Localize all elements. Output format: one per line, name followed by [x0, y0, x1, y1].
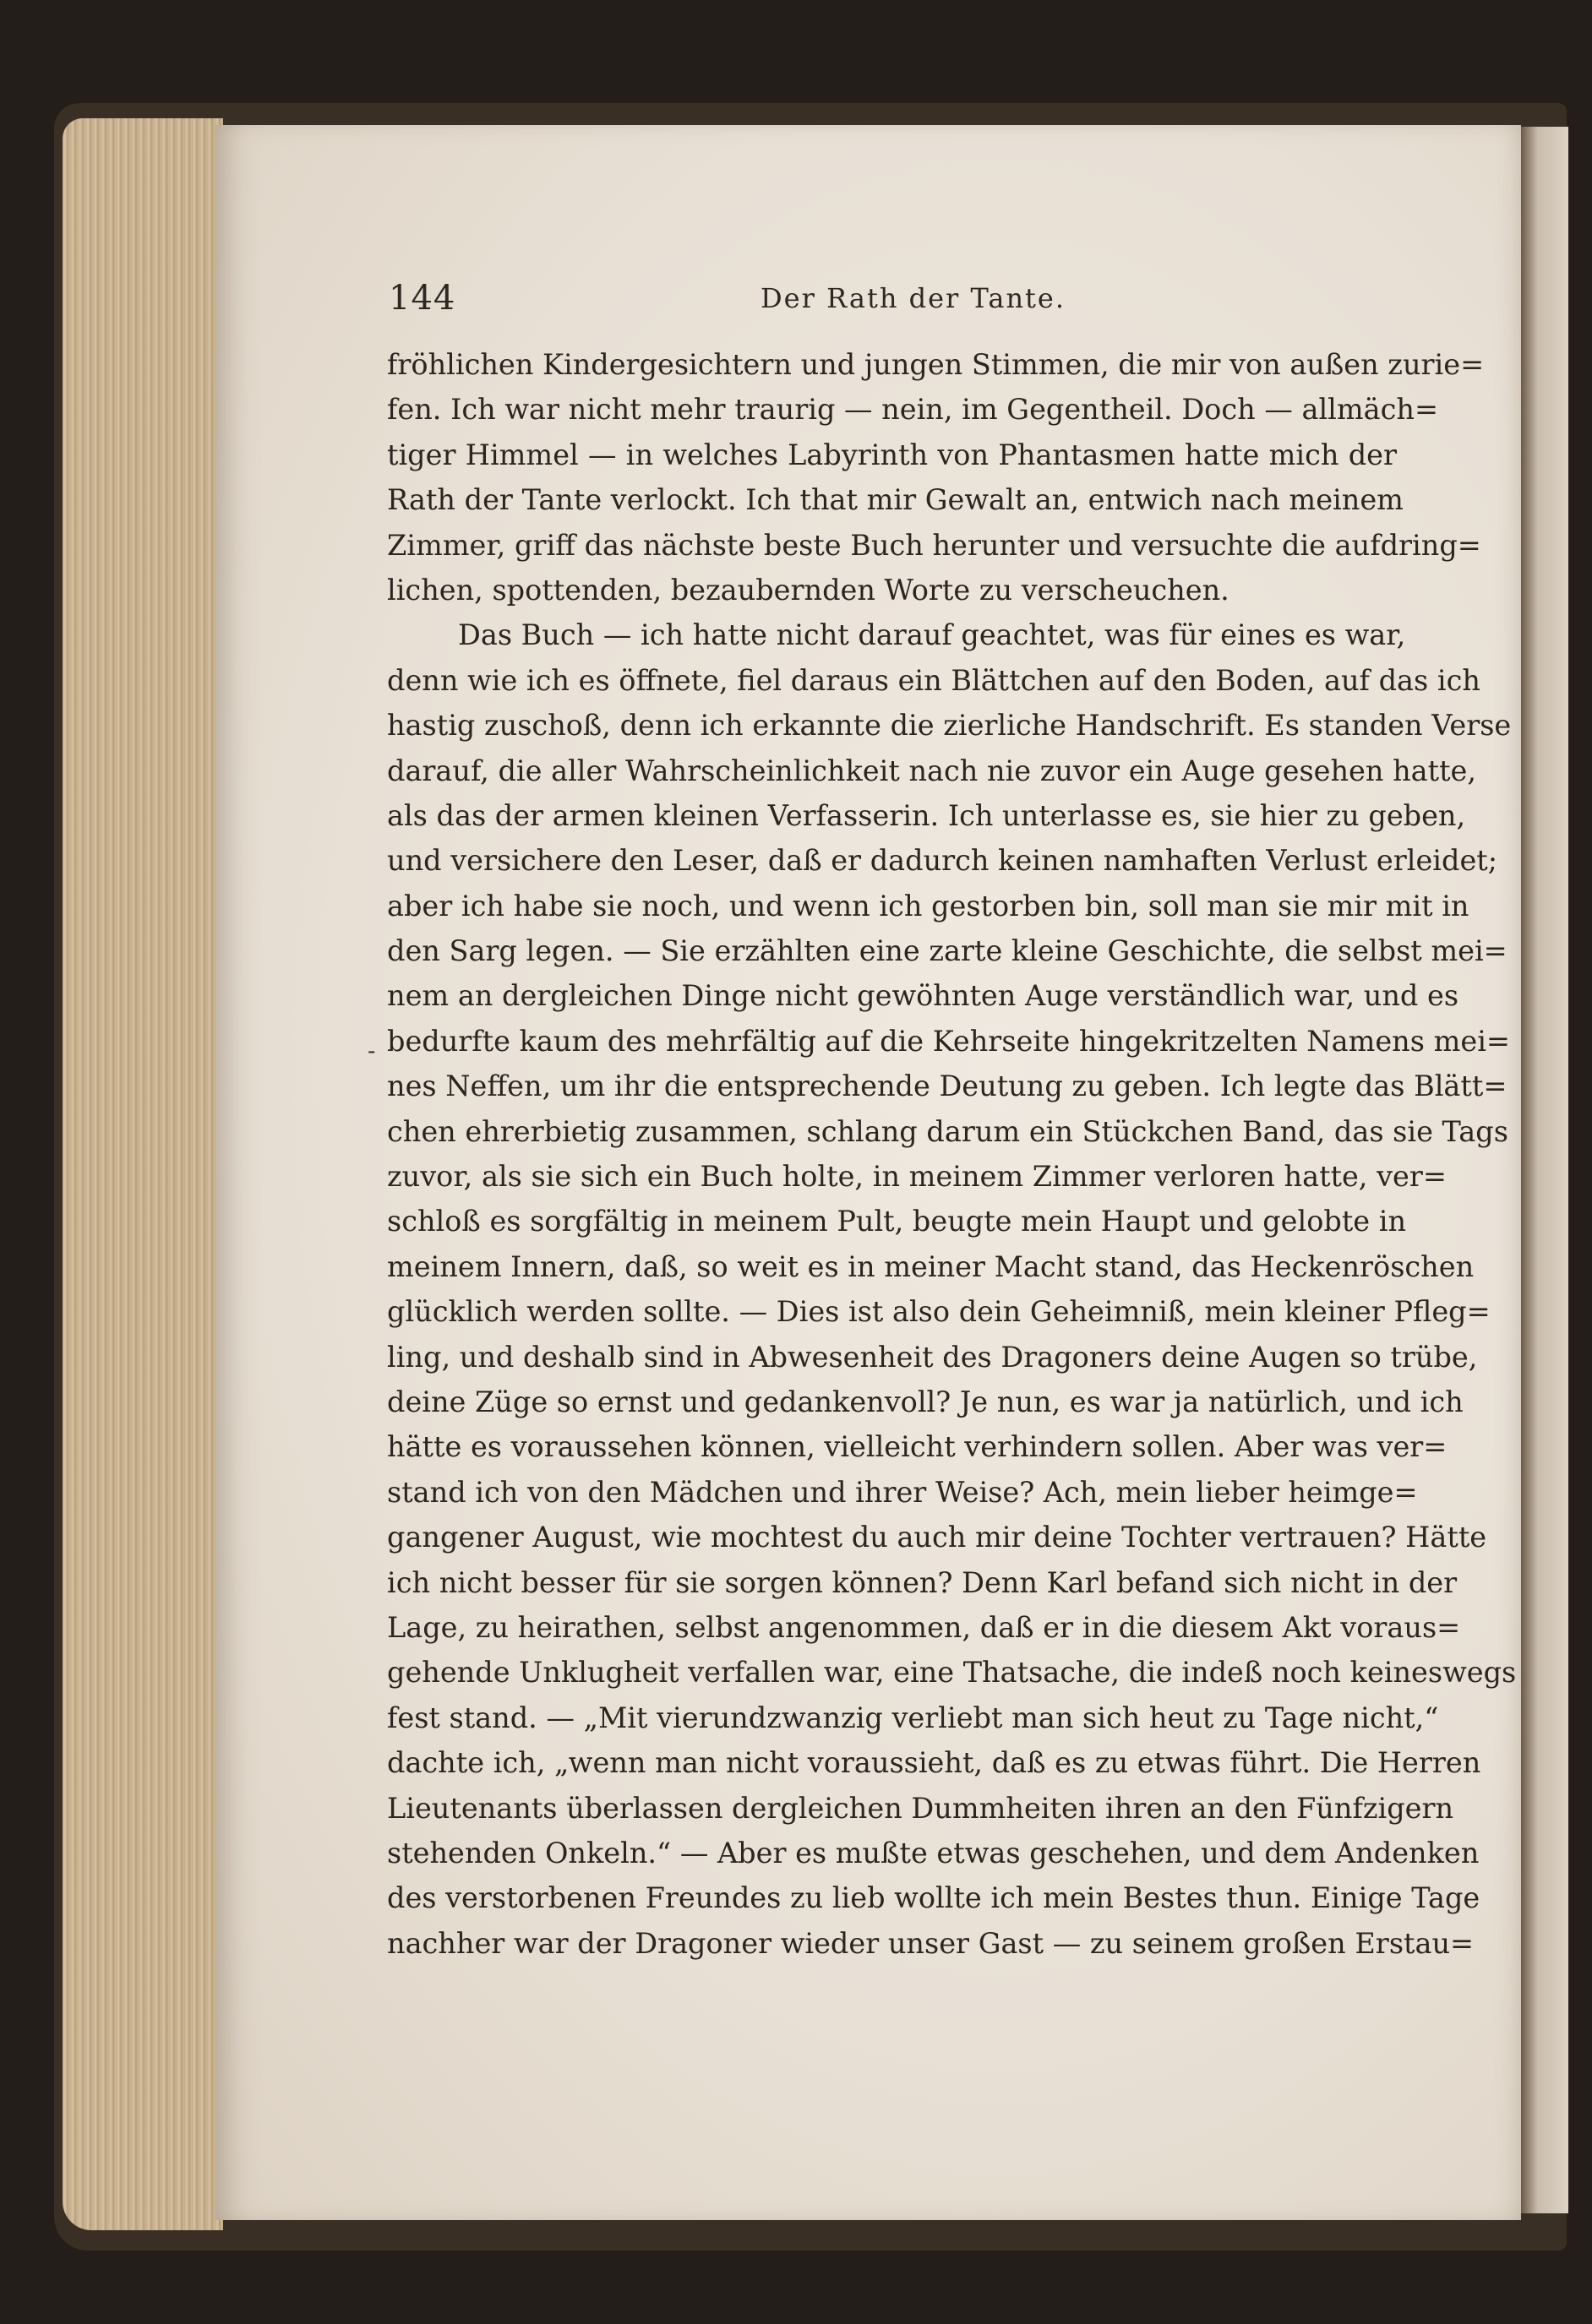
text-line: nes Neffen, um ihr die entsprechende Deutung zu geben. Ich legte das Blätt=: [387, 1069, 1507, 1103]
text-line: glücklich werden sollte. — Dies ist also dein Geheimniß, mein kleiner Pfleg=: [387, 1295, 1491, 1329]
text-line: des verstorbenen Freundes zu lieb wollte ich mein Bestes thun. Einige Tage: [387, 1881, 1480, 1915]
next-page-edge: [1521, 127, 1568, 2213]
text-line: lichen, spottenden, bezaubernden Worte zu verscheuchen.: [387, 573, 1229, 607]
page-edges: [63, 118, 223, 2230]
text-line: Lieutenants überlassen dergleichen Dummheiten ihren an den Fünfzigern: [387, 1791, 1454, 1825]
running-head: Der Rath der Tante.: [761, 282, 1066, 314]
page-number: 144: [389, 279, 456, 318]
text-line: nem an dergleichen Dinge nicht gewöhnten Auge verständlich war, und es: [387, 979, 1459, 1013]
text-line: deine Züge so ernst und gedankenvoll? Je nun, es war ja natürlich, und ich: [387, 1385, 1464, 1418]
text-line: fen. Ich war nicht mehr traurig — nein, im Gegentheil. Doch — allmäch=: [387, 393, 1439, 427]
text-line: denn wie ich es öffnete, fiel daraus ein Blättchen auf den Boden, auf das ich: [387, 663, 1480, 697]
text-line: schloß es sorgfältig in meinem Pult, beugte mein Haupt und gelobte in: [387, 1205, 1407, 1238]
body-text: [387, 342, 1517, 1966]
text-line: den Sarg legen. — Sie erzählten eine zarte kleine Geschichte, die selbst mei=: [387, 934, 1507, 968]
text-line: gehende Unklugheit verfallen war, eine Thatsache, die indeß noch keineswegs: [387, 1656, 1517, 1690]
text-line: ling, und deshalb sind in Abwesenheit des Dragoners deine Augen so trübe,: [387, 1340, 1478, 1374]
text-line: chen ehrerbietig zusammen, schlang darum ein Stückchen Band, das sie Tags: [387, 1114, 1508, 1148]
text-line: fröhlichen Kindergesichtern und jungen Stimmen, die mir von außen zurie=: [387, 348, 1485, 381]
text-line: fest stand. — „Mit vierundzwanzig verliebt man sich heut zu Tage nicht,“: [387, 1701, 1439, 1734]
text-line: nachher war der Dragoner wieder unser Gast — zu seinem großen Erstau=: [387, 1926, 1475, 1960]
text-line: gangener August, wie mochtest du auch mir deine Tochter vertrauen? Hätte: [387, 1521, 1487, 1554]
text-line: stehenden Onkeln.“ — Aber es mußte etwas geschehen, und dem Andenken: [387, 1836, 1480, 1870]
text-line: Zimmer, griff das nächste beste Buch herunter und versuchte die aufdring=: [387, 528, 1481, 562]
page-header: [389, 279, 1394, 321]
text-line: zuvor, als sie sich ein Buch holte, in meinem Zimmer verloren hatte, ver=: [387, 1160, 1447, 1194]
text-line: hastig zuschoß, denn ich erkannte die zierliche Handschrift. Es standen Verse: [387, 709, 1512, 743]
text-line: als das der armen kleinen Verfasserin. Ich unterlasse es, sie hier zu geben,: [387, 798, 1466, 832]
text-line: stand ich von den Mädchen und ihrer Weise? Ach, mein lieber heimge=: [387, 1475, 1418, 1509]
text-line: und versichere den Leser, daß er dadurch keinen namhaften Verlust erleidet;: [387, 844, 1498, 878]
text-line: aber ich habe sie noch, und wenn ich gestorben bin, soll man sie mir mit in: [387, 889, 1469, 923]
text-line: meinem Innern, daß, so weit es in meiner Macht stand, das Heckenröschen: [387, 1249, 1475, 1283]
text-line: ich nicht besser für sie sorgen können? Denn Karl befand sich nicht in der: [387, 1565, 1458, 1599]
text-line: dachte ich, „wenn man nicht voraussieht, daß es zu etwas führt. Die Herren: [387, 1746, 1481, 1780]
text-line: tiger Himmel — in welches Labyrinth von Phantasmen hatte mich der: [387, 438, 1397, 471]
text-line: darauf, die aller Wahrscheinlichkeit nach nie zuvor ein Auge gesehen hatte,: [387, 754, 1477, 787]
margin-mark: -: [368, 1037, 376, 1064]
text-line: Rath der Tante verlockt. Ich that mir Gewalt an, entwich nach meinem: [387, 483, 1404, 517]
text-line: Das Buch — ich hatte nicht darauf geachtet, was für eines es war,: [458, 618, 1406, 652]
text-line: hätte es voraussehen können, vielleicht verhindern sollen. Aber was ver=: [387, 1430, 1448, 1464]
text-line: bedurfte kaum des mehrfältig auf die Kehrseite hingekritzelten Namens mei=: [387, 1024, 1510, 1058]
text-line: Lage, zu heirathen, selbst angenommen, daß er in die diesem Akt voraus=: [387, 1610, 1461, 1644]
